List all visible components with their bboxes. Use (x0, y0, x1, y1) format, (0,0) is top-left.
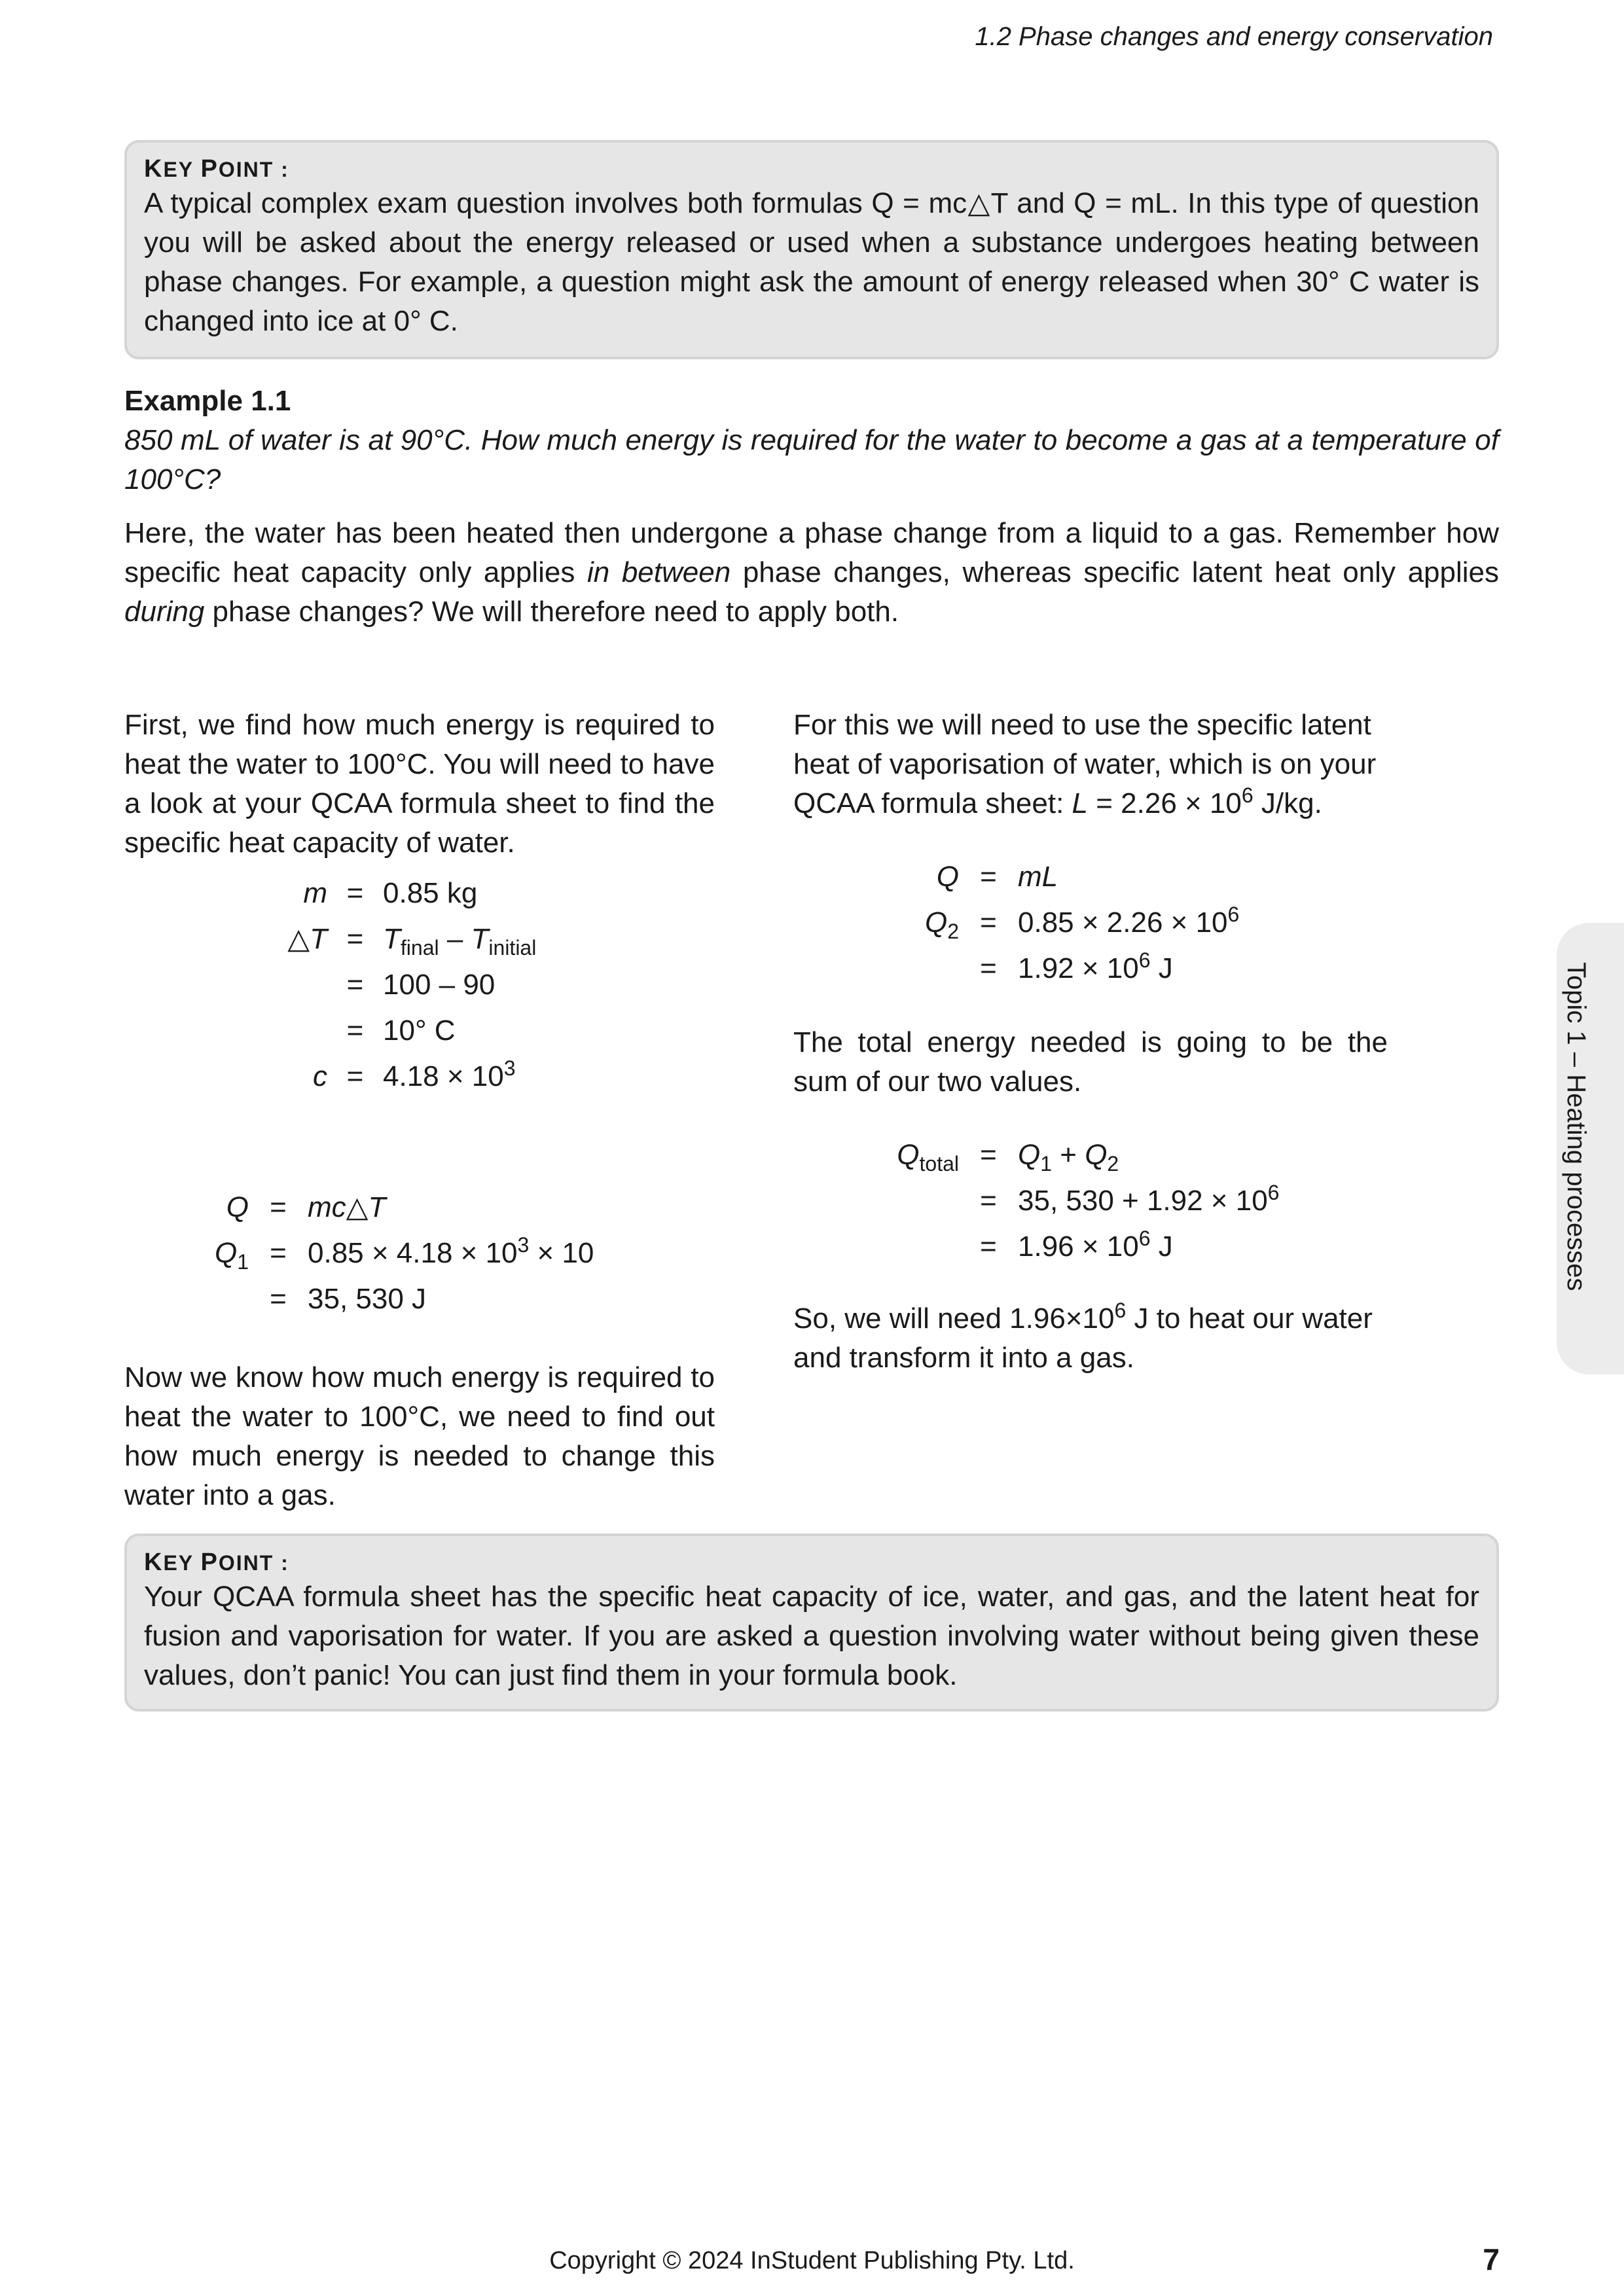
equation-row: Q = mL (936, 861, 1058, 893)
right-column (793, 706, 1388, 823)
given-values-equations (275, 870, 536, 1100)
equation-row: $Q_2$ = $0.85 \times 2.26 \times 10^6$ (924, 903, 1240, 943)
right-para-2: The total energy needed is going to be the sum of our two values. (793, 1026, 1388, 1098)
q1-calculation (190, 1185, 594, 1322)
equation-row: c = $4.18 \times 10^3$ (313, 1056, 516, 1092)
key-point-box (124, 1534, 1499, 1712)
left-column (124, 706, 715, 863)
equation-row: △T = $T_{final} - T_{initial}$ (287, 923, 537, 960)
page-number: 7 (1483, 2242, 1500, 2276)
left-para-1: First, we find how much energy is required to heat the water to 100°C. You will need to have a look at your QCAA formula sheet to find the specific heat capacity of water. (124, 709, 715, 859)
example-title: Example 1.1 (124, 385, 291, 417)
left-para-2: Now we know how much energy is required to heat the water to 100°C, we need to find out how much energy is needed to change this water into a gas. (124, 1361, 715, 1511)
right-para-1: For this we will need to use the specific latent heat of vaporisation of water, which is on your QCAA formula sheet: $L = 2.26 \times 10^6$ J/kg. (793, 709, 1377, 819)
equation-row: = $1.96 \times 10^6$ J (980, 1227, 1173, 1263)
total-energy-calculation (871, 1132, 1279, 1270)
q2-calculation (900, 854, 1239, 992)
equation-row: = $1.92 \times 10^6$ J (980, 948, 1173, 984)
example-question: 850 mL of water is at 90°C. How much energy is required for the water to become a gas at a temperature of 100°C? (124, 424, 1499, 495)
example-intro: Here, the water has been heated then undergone a phase change from a liquid to a gas. Remember how specific heat capacity only applies in between phase changes, whereas specific latent heat only applies during phase changes? We will therefore need to apply both. (124, 517, 1500, 628)
equation-row: = 35, 530 J (270, 1283, 427, 1315)
key-point-text: A typical complex exam question involves both formulas Q = mc△T and Q = mL. In this type of question you will be asked about the energy released or used when a substance undergoes heating between phase changes. For example, a question might ask the amount of energy released when 30° C water is changed into ice at 0° C. (144, 187, 1479, 337)
equation-row: = 100 – 90 (346, 969, 496, 1001)
key-point-text: Your QCAA formula sheet has the specific heat capacity of ice, water, and gas, and the latent heat for fusion and vaporisation for water. If you are asked a question involving water without being given these values, don’t panic! You can just find them in your formula book. (144, 1581, 1479, 1691)
equation-row: Q = mc△T (226, 1191, 386, 1223)
key-point-title: KEY POINT : (144, 155, 289, 183)
equation-row: = 35, $530 + 1.92 \times 10^6$ (980, 1181, 1280, 1217)
equation-row: $Q_1$ = $0.85 \times 4.18 \times 10^3 \times 10$ (214, 1233, 594, 1274)
topic-side-tab-label: Topic 1 – Heating processes (1562, 962, 1591, 1291)
running-header: 1.2 Phase changes and energy conservation (975, 22, 1493, 51)
equation-row: $Q_{total}$ = $Q_1 + Q_2$ (897, 1139, 1119, 1175)
copyright-footer: Copyright © 2024 InStudent Publishing Pty. Ltd. (549, 2247, 1075, 2274)
key-point-box (124, 140, 1499, 359)
key-point-title: KEY POINT : (144, 1549, 289, 1576)
equation-row: m = 0.85 kg (303, 877, 478, 909)
conclusion: So, we will need $1.96\times 10^6$ J to heat our water and transform it into a gas. (793, 1299, 1373, 1374)
equation-row: = 10° C (346, 1014, 456, 1047)
